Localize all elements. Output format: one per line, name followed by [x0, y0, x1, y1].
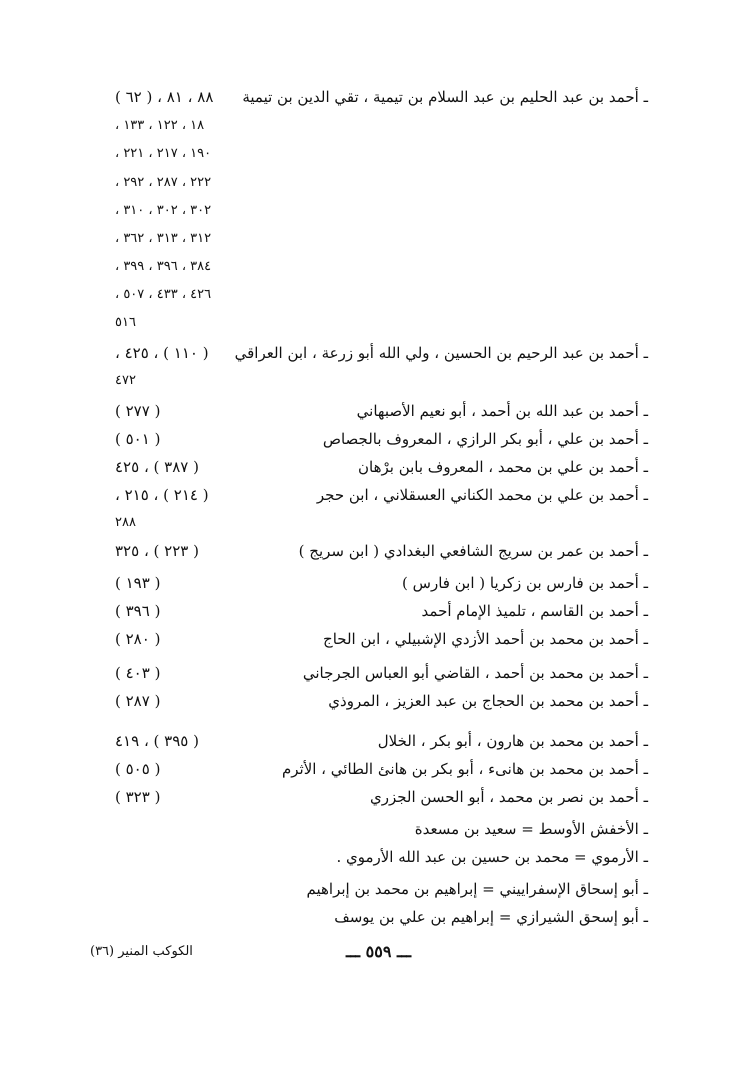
entry-name: ـ أحمد بن محمد بن هانىء ، أبو بكر بن هانئ الطائي ، الأثرم — [281, 760, 648, 778]
entry-pages: ( ٤٠٣ ) — [115, 664, 161, 682]
entry-pages: ٨٨ ، ٨١ ، ( ٦٢ ) — [115, 88, 214, 106]
entry-pages: ( ٢٨٠ ) — [115, 630, 161, 648]
entry-name: ـ أبو إسحاق الإسفراييني = إبراهيم بن محمد بن إبراهيم — [306, 880, 648, 898]
entry-pages: ٤٢٦ ، ٤٣٣ ، ٥٠٧ ، — [115, 287, 212, 302]
entry-name: ـ أحمد بن علي ، أبو بكر الرازي ، المعروف بالجصاص — [322, 430, 648, 448]
entry-pages: ٣٨٤ ، ٣٩٦ ، ٣٩٩ ، — [115, 259, 212, 274]
entry-name: ـ أحمد بن محمد بن الحجاج بن عبد العزيز ، المروذي — [328, 692, 648, 710]
entry-name: ـ أحمد بن علي بن محمد الكناني العسقلاني ، ابن حجر — [316, 486, 648, 504]
entry-pages: ( ٥٠٥ ) — [115, 760, 161, 778]
entry-name: ـ أبو إسحق الشيرازي = إبراهيم بن علي بن يوسف — [334, 908, 648, 926]
entry-name: ـ أحمد بن عبد الحليم بن عبد السلام بن تيمية ، تقي الدين بن تيمية — [242, 88, 648, 106]
entry-pages: ٤٧٢ — [115, 373, 136, 388]
entry-pages: ( ٣٢٣ ) — [115, 788, 161, 806]
entry-pages: ( ٣٩٦ ) — [115, 602, 161, 620]
entry-pages: ( ٣٩٥ ) ، ٤١٩ — [115, 732, 199, 750]
entry-name: ـ أحمد بن علي بن محمد ، المعروف بابن برْهان — [357, 458, 648, 476]
footer-page-number: ـــ ٥٥٩ ـــ — [346, 942, 412, 961]
entry-name: ـ أحمد بن عبد الله بن أحمد ، أبو نعيم الأصبهاني — [356, 402, 648, 420]
entry-name: ـ الأرموي = محمد بن حسين بن عبد الله الأرموي . — [336, 848, 648, 866]
entry-name: ـ أحمد بن نصر بن محمد ، أبو الحسن الجزري — [369, 788, 648, 806]
entry-pages: ٢٨٨ — [115, 515, 136, 530]
entry-name: ـ أحمد بن القاسم ، تلميذ الإمام أحمد — [421, 602, 648, 620]
entry-pages: ١٨ ، ١٢٢ ، ١٣٣ ، — [115, 118, 205, 133]
entry-pages: ١٩٠ ، ٢١٧ ، ٢٢١ ، — [115, 146, 212, 161]
entry-pages: ٣١٢ ، ٣١٣ ، ٣٦٢ ، — [115, 231, 212, 246]
entry-name: ـ أحمد بن فارس بن زكريا ( ابن فارس ) — [402, 574, 648, 592]
entry-pages: ٣٠٢ ، ٣٠٢ ، ٣١٠ ، — [115, 203, 212, 218]
entry-name: ـ أحمد بن محمد بن أحمد الأزدي الإشبيلي ، ابن الحاج — [323, 630, 648, 648]
entry-name: ـ الأخفش الأوسط = سعيد بن مسعدة — [414, 820, 648, 838]
entry-pages: ( ٢٨٧ ) — [115, 692, 161, 710]
entry-name: ـ أحمد بن محمد بن أحمد ، القاضي أبو العباس الجرجاني — [302, 664, 648, 682]
entry-pages: ( ٥٠١ ) — [115, 430, 161, 448]
footer-book-title: الكوكب المنير (٣٦) — [90, 944, 193, 959]
entry-pages: ( ٢١٤ ) ، ٢١٥ ، — [115, 486, 209, 504]
entry-name: ـ أحمد بن عمر بن سريج الشافعي البغدادي ( ابن سريج ) — [298, 542, 648, 560]
entry-pages: ( ٣٨٧ ) ، ٤٢٥ — [115, 458, 199, 476]
entry-pages: ٢٢٢ ، ٢٨٧ ، ٢٩٢ ، — [115, 175, 212, 190]
entry-name: ـ أحمد بن محمد بن هارون ، أبو بكر ، الخلال — [377, 732, 648, 750]
entry-pages: ( ٢٧٧ ) — [115, 402, 161, 420]
entry-pages: ( ١١٠ ) ، ٤٢٥ ، — [115, 344, 209, 362]
entry-pages: ( ٢٢٣ ) ، ٣٢٥ — [115, 542, 199, 560]
entry-name: ـ أحمد بن عبد الرحيم بن الحسين ، ولي الله أبو زرعة ، ابن العراقي — [234, 344, 648, 362]
entry-pages: ( ١٩٣ ) — [115, 574, 161, 592]
entry-pages: ٥١٦ — [115, 315, 136, 330]
